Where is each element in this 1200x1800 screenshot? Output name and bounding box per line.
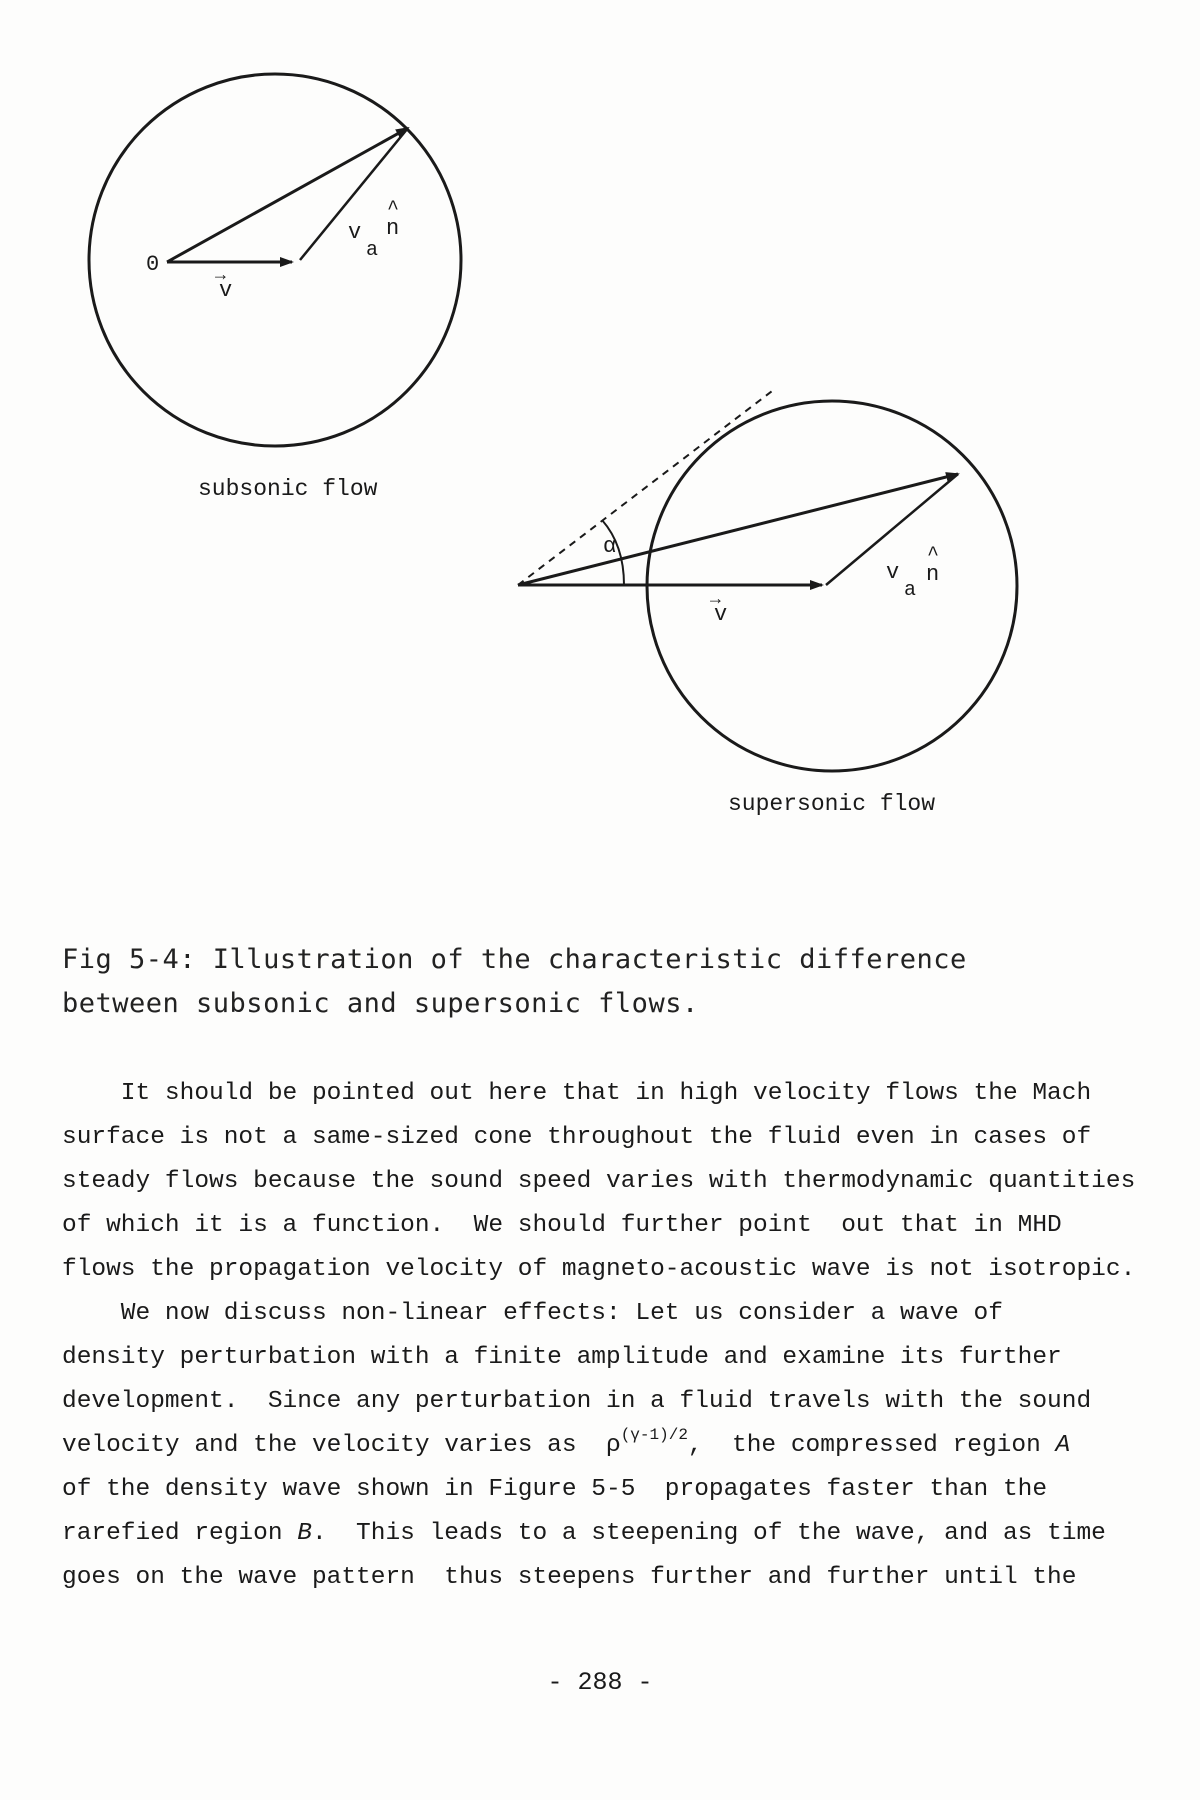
supersonic-v-label: v bbox=[714, 602, 728, 627]
paragraph-line: surface is not a same-sized cone throughout the fluid even in cases of bbox=[62, 1124, 1092, 1151]
mach-cone-line-dashed bbox=[518, 388, 776, 585]
subsonic-v-label: v bbox=[219, 278, 233, 303]
body-text bbox=[62, 1072, 1142, 1600]
subsonic-n-label: n bbox=[386, 216, 400, 241]
text-span: . This leads to a steepening of the wave, and as time bbox=[311, 1520, 1106, 1547]
supersonic-va-label: v bbox=[886, 560, 900, 585]
supersonic-caption: supersonic flow bbox=[728, 791, 936, 817]
paragraph-line bbox=[62, 1512, 1142, 1556]
subsonic-origin-label: 0 bbox=[146, 252, 160, 277]
subsonic-va-label: v bbox=[348, 220, 362, 245]
paragraph-line: steady flows because the sound speed varies with thermodynamic quantities bbox=[62, 1168, 1136, 1195]
paragraph-line: of the density wave shown in Figure 5-5 propagates faster than the bbox=[62, 1476, 1048, 1503]
paragraph-line: flows the propagation velocity of magneto-acoustic wave is not isotropic. bbox=[62, 1256, 1136, 1283]
subsonic-caption: subsonic flow bbox=[198, 476, 378, 502]
exponent: (γ-1)/2 bbox=[620, 1426, 688, 1444]
text-span: , the compressed region bbox=[687, 1432, 1056, 1459]
paragraph-line: density perturbation with a finite amplitude and examine its further bbox=[62, 1344, 1062, 1371]
paragraph-line: goes on the wave pattern thus steepens further and further until the bbox=[62, 1564, 1077, 1591]
caption-line: Fig 5-4: Illustration of the characteristic difference bbox=[62, 944, 967, 975]
region-b-label: B bbox=[297, 1520, 312, 1547]
region-a-label: A bbox=[1055, 1432, 1071, 1459]
subsonic-v-arrow: → bbox=[215, 266, 226, 286]
page-number: - 288 - bbox=[547, 1668, 653, 1697]
supersonic-n-label: n bbox=[926, 562, 940, 587]
alpha-label: α bbox=[603, 534, 617, 559]
supersonic-diagram bbox=[518, 388, 1017, 817]
figure-caption bbox=[62, 938, 1112, 1026]
supersonic-v-arrow: → bbox=[710, 590, 721, 610]
text-span: rarefied region bbox=[62, 1520, 298, 1547]
paragraph-line: It should be pointed out here that in high velocity flows the Mach bbox=[62, 1080, 1092, 1107]
paragraph-line: development. Since any perturbation in a fluid travels with the sound bbox=[62, 1388, 1092, 1415]
caption-line: between subsonic and supersonic flows. bbox=[62, 988, 699, 1019]
text-span: velocity and the velocity varies as ρ bbox=[62, 1432, 621, 1459]
paragraph-line: of which it is a function. We should further point out that in MHD bbox=[62, 1212, 1062, 1239]
paragraph-line bbox=[62, 1424, 1142, 1468]
paragraph-line: We now discuss non-linear effects: Let us consider a wave of bbox=[62, 1300, 1003, 1327]
supersonic-n-hat: ^ bbox=[927, 544, 940, 567]
subsonic-va-subscript: a bbox=[366, 239, 379, 262]
supersonic-va-subscript: a bbox=[904, 579, 917, 602]
subsonic-diagram bbox=[89, 74, 461, 502]
subsonic-n-hat: ^ bbox=[387, 198, 400, 221]
